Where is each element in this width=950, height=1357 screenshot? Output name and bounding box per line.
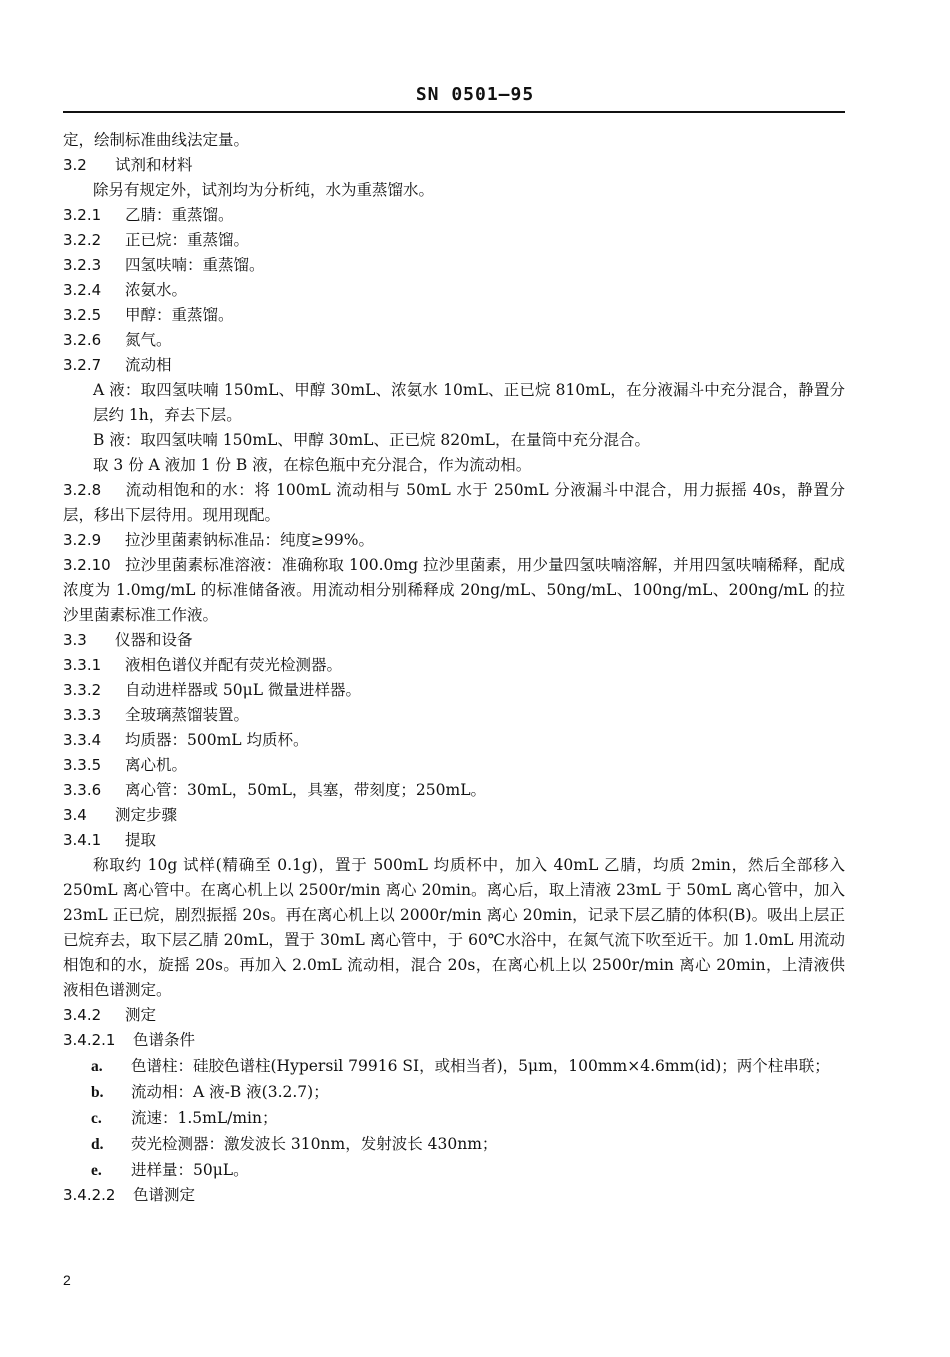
paragraph-solution-a: A 液：取四氢呋喃 150mL、甲醇 30mL、浓氨水 10mL、正已烷 810mL，在分液漏斗中充分混合，静置分层约 1h，弃去下层。 (93, 381, 845, 424)
clause-text: 甲醇：重蒸馏。 (125, 306, 234, 324)
section-number: 3.2 (63, 156, 87, 174)
section-title: 试剂和材料 (115, 156, 193, 174)
clause-3-2-1 (63, 203, 845, 228)
section-3-4 (63, 803, 845, 828)
clause-text: 拉沙里菌素标准溶液：准确称取 100.0mg 拉沙里菌素，用少量四氢呋喃溶解，并用四氢呋喃稀释，配成浓度为 1.0mg/mL 的标准储备液。用流动相分别稀释成 20ng/mL、50ng/mL、100ng/mL、200ng/mL 的拉沙里菌素标准工作液。 (63, 556, 845, 624)
item-text: 进样量：50μL。 (131, 1161, 249, 1179)
clause-3-2-5 (63, 303, 845, 328)
clause-number: 3.3.3 (63, 706, 102, 724)
clause-number: 3.4.2.1 (63, 1031, 116, 1049)
clause-number: 3.2.4 (63, 281, 102, 299)
clause-3-3-5 (63, 753, 845, 778)
item-label: d. (91, 1136, 104, 1153)
section-title: 仪器和设备 (115, 631, 193, 649)
clause-3-2-6 (63, 328, 845, 353)
item-label: e. (91, 1162, 102, 1179)
clause-number: 3.3.6 (63, 781, 102, 799)
clause-text: 氮气。 (125, 331, 172, 349)
item-label: a. (91, 1058, 103, 1075)
clause-3-3-3 (63, 703, 845, 728)
list-item (63, 1079, 845, 1105)
clause-3-3-2 (63, 678, 845, 703)
clause-number: 3.2.8 (63, 481, 102, 499)
clause-3-2-4 (63, 278, 845, 303)
clause-number: 3.2.3 (63, 256, 102, 274)
clause-3-2-9 (63, 528, 845, 553)
clause-number: 3.4.1 (63, 831, 102, 849)
item-text: 色谱柱：硅胶色谱柱(Hypersil 79916 SI，或相当者)，5μm，100mm×4.6mm(id)；两个柱串联； (131, 1057, 830, 1075)
clause-number: 3.2.5 (63, 306, 102, 324)
clause-number: 3.3.5 (63, 756, 102, 774)
item-text: 流速：1.5mL/min； (131, 1109, 278, 1127)
clause-text: 离心机。 (125, 756, 188, 774)
item-text: 流动相：A 液-B 液(3.2.7)； (131, 1083, 329, 1101)
clause-3-2-10 (63, 553, 845, 628)
standard-code-header: SN 0501—95 (415, 84, 535, 105)
section-number: 3.3 (63, 631, 87, 649)
clause-number: 3.3.4 (63, 731, 102, 749)
clause-3-3-6 (63, 778, 845, 803)
clause-3-2-7 (63, 353, 845, 378)
paragraph: 除另有规定外，试剂均为分析纯，水为重蒸馏水。 (93, 181, 435, 199)
clause-number: 3.4.2.2 (63, 1186, 116, 1204)
header-rule (63, 111, 845, 113)
clause-text: 拉沙里菌素钠标准品：纯度≥99%。 (125, 531, 374, 549)
clause-title: 色谱条件 (133, 1031, 196, 1049)
item-label: b. (91, 1084, 104, 1101)
clause-text: 乙腈：重蒸馏。 (125, 206, 234, 224)
clause-text: 离心管：30mL，50mL，具塞，带刻度；250mL。 (125, 781, 487, 799)
clause-number: 3.2.6 (63, 331, 102, 349)
clause-title: 提取 (125, 831, 157, 849)
page-number: 2 (63, 1272, 71, 1288)
clause-number: 3.4.2 (63, 1006, 102, 1024)
list-item (63, 1131, 845, 1157)
clause-text: 浓氨水。 (125, 281, 188, 299)
continued-text: 定，绘制标准曲线法定量。 (63, 131, 250, 149)
list-item (63, 1053, 845, 1079)
clause-text: 流动相 (125, 356, 172, 374)
clause-text: 自动进样器或 50μL 微量进样器。 (125, 681, 361, 699)
paragraph-mobile-phase: 取 3 份 A 液加 1 份 B 液，在棕色瓶中充分混合，作为流动相。 (93, 456, 532, 474)
section-3-3 (63, 628, 845, 653)
section-number: 3.4 (63, 806, 87, 824)
paragraph-extraction: 称取约 10g 试样(精确至 0.1g)，置于 500mL 均质杯中，加入 40mL 乙腈，均质 2min，然后全部移入 250mL 离心管中。在离心机上以 2500r/min 离心 20min。离心后，取上清液 23mL 于 50mL 离心管中，加入 23mL 正已烷，剧烈振摇 20s。再在离心机上以 2000r/min 离心 20min，记录下层乙腈的体积(B)。吸出上层正已烷弃去，取下层乙腈 20mL，置于 30mL 离心管中，于 60℃水浴中，在氮气流下吹至近干。加 1.0mL 用流动相饱和的水，旋摇 20s。再加入 2.0mL 流动相，混合 20s，在离心机上以 2500r/min 离心 20min，上清液供液相色谱测定。 (63, 856, 845, 999)
paragraph-solution-b: B 液：取四氢呋喃 150mL、甲醇 30mL、正已烷 820mL，在量筒中充分混合。 (93, 431, 650, 449)
clause-text: 流动相饱和的水：将 100mL 流动相与 50mL 水于 250mL 分液漏斗中混合，用力振摇 40s，静置分层，移出下层待用。现用现配。 (63, 481, 845, 524)
clause-3-3-4 (63, 728, 845, 753)
clause-3-2-8 (63, 478, 845, 528)
list-item (63, 1157, 845, 1183)
clause-text: 全玻璃蒸馏装置。 (125, 706, 250, 724)
clause-text: 液相色谱仪并配有荧光检测器。 (125, 656, 343, 674)
clause-number: 3.2.7 (63, 356, 102, 374)
clause-number: 3.2.2 (63, 231, 102, 249)
clause-number: 3.2.10 (63, 556, 111, 574)
list-item (63, 1105, 845, 1131)
document-body (63, 128, 845, 1208)
clause-text: 四氢呋喃：重蒸馏。 (125, 256, 265, 274)
item-label: c. (91, 1110, 102, 1127)
section-3-2 (63, 153, 845, 178)
item-text: 荧光检测器：激发波长 310nm，发射波长 430nm； (131, 1135, 498, 1153)
clause-3-4-1 (63, 828, 845, 853)
clause-title: 测定 (125, 1006, 157, 1024)
section-title: 测定步骤 (115, 806, 178, 824)
clause-number: 3.3.2 (63, 681, 102, 699)
clause-number: 3.3.1 (63, 656, 102, 674)
clause-3-4-2 (63, 1003, 845, 1028)
clause-text: 均质器：500mL 均质杯。 (125, 731, 309, 749)
clause-text: 正已烷：重蒸馏。 (125, 231, 250, 249)
clause-title: 色谱测定 (133, 1186, 196, 1204)
clause-3-2-2 (63, 228, 845, 253)
clause-3-4-2-1 (63, 1028, 845, 1053)
clause-3-3-1 (63, 653, 845, 678)
clause-number: 3.2.1 (63, 206, 102, 224)
clause-3-2-3 (63, 253, 845, 278)
clause-number: 3.2.9 (63, 531, 102, 549)
clause-3-4-2-2 (63, 1183, 845, 1208)
